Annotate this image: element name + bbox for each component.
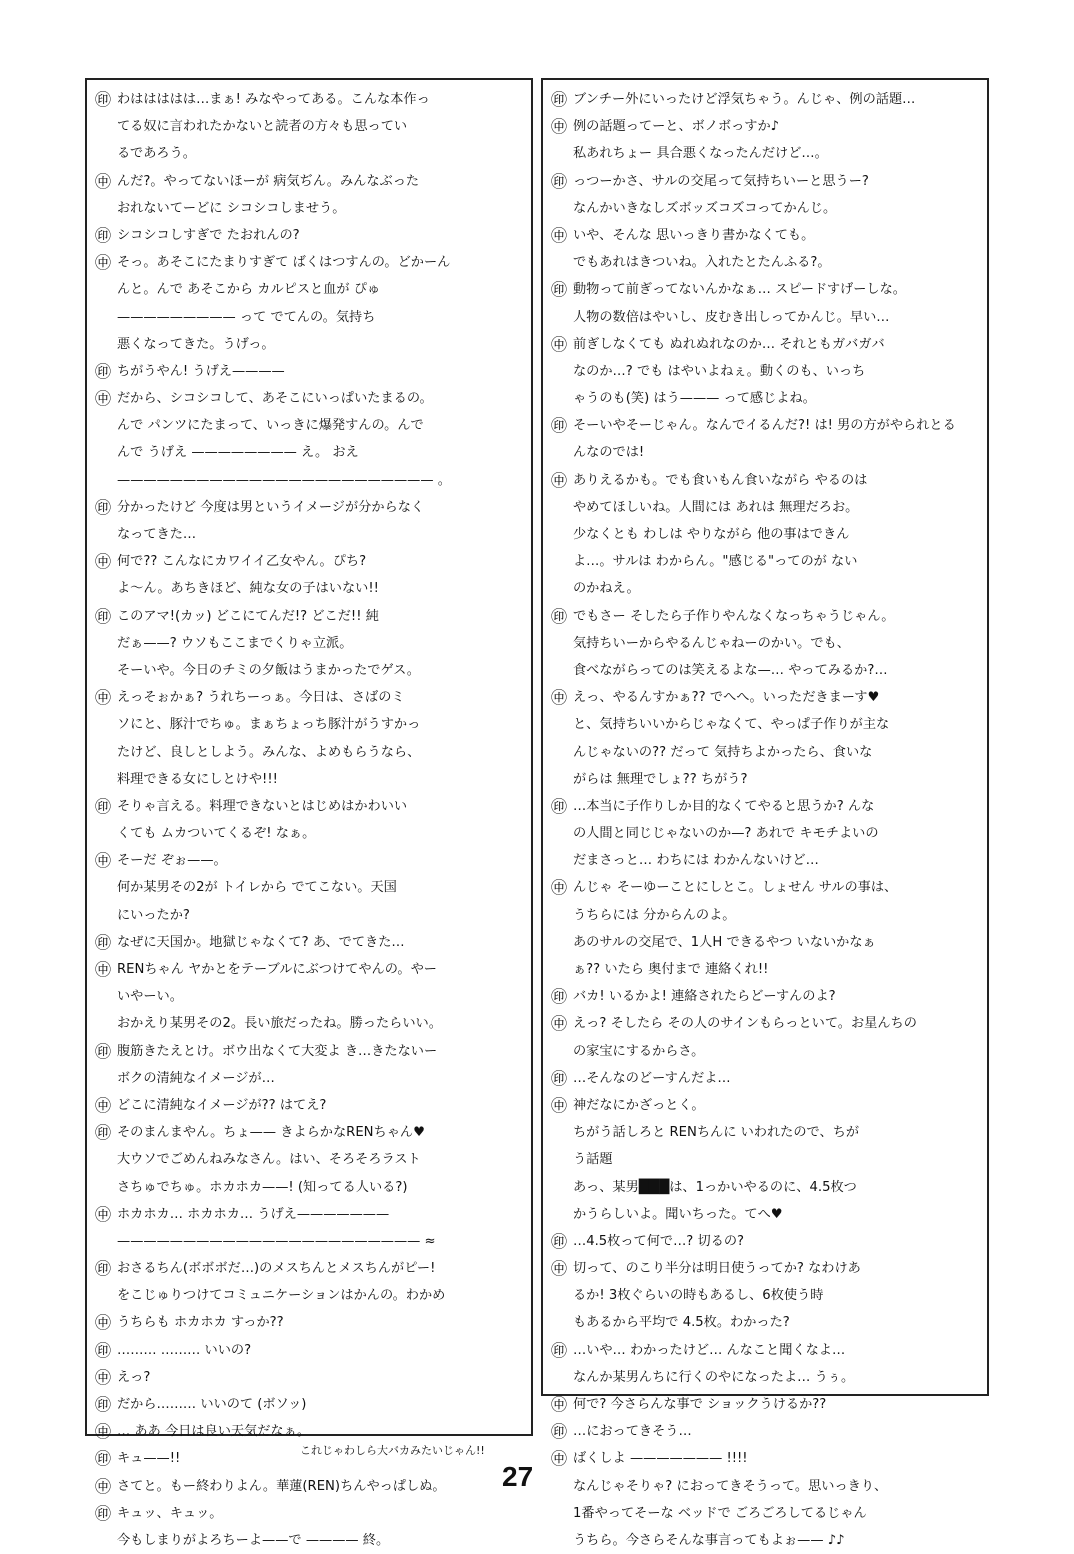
text-line: [95, 766, 523, 793]
text-line: [95, 1201, 523, 1228]
speaker-mark-icon: ㊞: [551, 171, 568, 191]
text-line: [551, 1527, 979, 1554]
text-line: [95, 548, 523, 575]
speaker-mark-icon: ㊞: [551, 987, 568, 1007]
speaker-mark-icon: ㊥: [95, 688, 112, 708]
text-line: [95, 358, 523, 385]
line-text: そりゃ言える。料理できないとはじめはかわいい: [117, 798, 408, 814]
text-line: [95, 1309, 523, 1336]
text-line: [95, 1255, 523, 1282]
speaker-mark-icon: ㊥: [95, 1422, 112, 1442]
line-text: わははははは…まぁ! みなやってある。こんな本作っ: [117, 92, 430, 107]
line-text: うちらには 分からんのよ。: [573, 907, 736, 923]
line-text: 1番やってそーな ベッドで ごろごろしてるじゃん: [573, 1505, 867, 1521]
text-line: [95, 1174, 523, 1201]
text-line: [95, 439, 523, 466]
line-text: …そんなのどーすんだよ…: [573, 1070, 731, 1086]
line-text: 分かったけど 今度は男というイメージが分からなく: [117, 499, 425, 515]
speaker-mark-icon: ㊥: [551, 117, 568, 137]
text-line: [551, 793, 979, 820]
speaker-mark-icon: ㊥: [95, 1204, 112, 1224]
line-text: さちゅでちゅ。ホカホカ——! (知ってる人いる?): [117, 1179, 408, 1195]
line-text: 例の話題ってーと、ボノボっすか♪: [573, 119, 780, 135]
text-line: [95, 1038, 523, 1065]
line-text: 何で?? こんなにカワイイ乙女やん。ぴち?: [117, 554, 367, 570]
line-text: なんじゃそりゃ? におってきそうって。思いっきり、: [573, 1478, 888, 1494]
line-text: そーいや。今日のチミの夕飯はうまかったでゲス。: [117, 662, 420, 678]
speaker-mark-icon: ㊥: [551, 1395, 568, 1414]
speaker-mark-icon: ㊞: [95, 361, 112, 381]
text-line: [95, 385, 523, 412]
text-line: [95, 222, 523, 249]
text-line: [95, 304, 523, 331]
speaker-mark-icon: ㊥: [95, 171, 112, 191]
speaker-mark-icon: ㊥: [95, 851, 112, 871]
line-text: んなのでは!: [573, 445, 645, 461]
text-line: [551, 113, 979, 140]
line-text: と、気持ちいいからじゃなくて、やっぱ子作りが主な: [573, 717, 890, 733]
line-text: 切って、のこり半分は明日使うってか? なわけあ: [573, 1261, 861, 1277]
text-line: [551, 412, 979, 439]
line-text: 私あれちょー 具合悪くなったんだけど…。: [573, 146, 828, 162]
line-text: の家宝にするからさ。: [573, 1043, 705, 1059]
line-text: なぜに天国か。地獄じゃなくて? あ、でてきた…: [117, 934, 405, 950]
text-line: [551, 603, 979, 630]
line-text: んじゃ そーゆーことにしとこ。しょせん サルの事は、: [573, 880, 898, 896]
line-text: をこじゅりつけてコミュニケーションはかんの。わかめ: [117, 1288, 446, 1304]
text-line: [95, 657, 523, 684]
line-text: う話題: [573, 1152, 613, 1168]
text-line: [95, 331, 523, 358]
speaker-mark-icon: ㊥: [95, 960, 112, 979]
text-line: [551, 983, 979, 1010]
line-text: るであろう。: [117, 146, 196, 162]
line-text: …いや… わかったけど… んなこと聞くなよ…: [573, 1342, 846, 1358]
line-text: もあるから平均で 4.5枚。わかった?: [573, 1315, 790, 1331]
text-line: [95, 1146, 523, 1173]
text-line: [95, 630, 523, 657]
speaker-mark-icon: ㊞: [551, 1068, 568, 1088]
text-line: [95, 140, 523, 167]
line-text: バカ! いるかよ! 連絡されたらどーすんのよ?: [573, 989, 836, 1005]
text-line: [551, 711, 979, 738]
text-line: [95, 929, 523, 956]
text-line: [551, 1228, 979, 1255]
line-text: んで パンツにたまって、いっきに爆発すんの。んで: [117, 418, 424, 434]
speaker-mark-icon: ㊥: [551, 1449, 568, 1469]
text-line: [95, 711, 523, 738]
line-text: おかえり某男その2。長い旅だったね。勝ったらいい。: [117, 1016, 442, 1032]
speaker-mark-icon: ㊥: [551, 878, 568, 898]
speaker-mark-icon: ㊥: [551, 1014, 568, 1034]
text-line: [551, 439, 979, 466]
line-text: そのまんまやん。ちょ—— きよらかなRENちゃん♥: [117, 1125, 425, 1141]
speaker-mark-icon: ㊥: [95, 552, 112, 572]
line-text: どこに清純なイメージが?? はてえ?: [117, 1097, 327, 1113]
speaker-mark-icon: ㊞: [551, 606, 568, 626]
line-text: たけど、良しとしよう。みんな、よめもらうなら、: [117, 744, 421, 760]
text-line: [95, 874, 523, 901]
text-line: [551, 1146, 979, 1173]
text-line: [95, 820, 523, 847]
line-text: んで うげえ ———————— え。 おえ: [117, 445, 359, 461]
line-text: んだ?。やってないほーが 病気ぢん。みんなぶった: [117, 173, 420, 189]
speaker-mark-icon: ㊞: [95, 1041, 112, 1061]
line-text: … ああ 今日は良い天気だなぁ。: [117, 1424, 311, 1440]
line-text: 気持ちいーからやるんじゃねーのかい。でも、: [573, 635, 850, 651]
line-text: 少なくとも わしは やりながら 他の事はできん: [573, 527, 850, 542]
speaker-mark-icon: ㊥: [95, 1367, 112, 1387]
line-text: えっ? そしたら その人のサインもらっといて。お星んちの: [573, 1016, 917, 1032]
line-text: シコシコしすぎで たおれんの?: [117, 227, 300, 243]
text-line: [95, 1065, 523, 1092]
text-line: [551, 548, 979, 575]
text-line: [551, 575, 979, 602]
line-text: 悪くなってきた。うげっ。: [117, 336, 275, 352]
text-line: [95, 1010, 523, 1037]
speaker-mark-icon: ㊞: [95, 932, 112, 952]
line-text: キュッ、キュッ。: [117, 1505, 223, 1521]
line-text: そーだ ぞぉ——。: [117, 853, 227, 869]
text-line: [551, 1418, 979, 1445]
line-text: だまさっと… わちには わかんないけど…: [573, 853, 819, 869]
text-line: [95, 412, 523, 439]
text-line: [95, 983, 523, 1010]
line-text: えっ?: [117, 1369, 151, 1385]
text-line: [95, 847, 523, 874]
text-line: [551, 1309, 979, 1336]
line-text: だから……… いいのて (ボソッ): [117, 1397, 307, 1412]
text-line: [95, 113, 523, 140]
line-text: よ〜ん。あちきほど、純な女の子はいない!!: [117, 581, 379, 597]
text-line: [551, 276, 979, 303]
line-text: くても ムカついてくるぞ! なぁ。: [117, 826, 316, 842]
speaker-mark-icon: ㊞: [551, 90, 568, 109]
speaker-mark-icon: ㊥: [551, 334, 568, 354]
line-text: そっ。あそこにたまりすぎて ばくはつすんの。どかーん: [117, 255, 451, 271]
line-text: あっ、某男███は、1っかいやるのに、4.5枚つ: [573, 1179, 857, 1195]
line-text: なってきた…: [117, 527, 197, 542]
text-line: [551, 304, 979, 331]
line-text: 神だなにかざっとく。: [573, 1097, 705, 1113]
line-text: RENちゃん ヤかとをテーブルにぶつけてやんの。やー: [117, 962, 437, 977]
line-text: あのサルの交尾で、1人H できるやつ いないかなぁ: [573, 934, 876, 950]
line-text: …4.5枚って何で…? 切るの?: [573, 1233, 745, 1249]
line-text: ちがう話しろと RENちんに いわれたので、ちが: [573, 1125, 860, 1141]
text-line: [551, 1255, 979, 1282]
text-line: [551, 521, 979, 548]
text-line: [95, 603, 523, 630]
text-line: [95, 739, 523, 766]
line-text: うちらも ホカホカ すっか??: [117, 1315, 284, 1331]
text-line: [551, 684, 979, 711]
speaker-mark-icon: ㊞: [95, 1503, 112, 1523]
text-line: [95, 1418, 523, 1445]
line-text: ありえるかも。でも食いもん食いながら やるのは: [573, 472, 868, 488]
line-text: ボクの清純なイメージが…: [117, 1070, 275, 1086]
text-line: [95, 1500, 523, 1527]
text-line: [95, 494, 523, 521]
speaker-mark-icon: ㊥: [95, 1095, 112, 1115]
text-line: [551, 86, 979, 113]
bottom-handwritten-note: これじゃわしら大バカみたいじゃん!!: [300, 1444, 485, 1457]
text-line: [551, 657, 979, 684]
line-text: 何で? 今さらんな事で ショックうけるか??: [573, 1397, 827, 1412]
text-line: [551, 494, 979, 521]
text-line: [95, 1282, 523, 1309]
text-line: [551, 249, 979, 276]
speaker-mark-icon: ㊞: [95, 796, 112, 816]
text-line: [95, 1337, 523, 1364]
speaker-mark-icon: ㊞: [551, 1340, 568, 1360]
text-line: [95, 902, 523, 929]
text-line: [95, 195, 523, 222]
speaker-mark-icon: ㊥: [551, 470, 568, 490]
line-text: 何か某男その2が トイレから でてこない。天国: [117, 880, 397, 896]
speaker-mark-icon: ㊞: [551, 1231, 568, 1251]
speaker-mark-icon: ㊞: [95, 225, 112, 245]
text-line: [95, 1092, 523, 1119]
text-line: [551, 1337, 979, 1364]
text-line: [551, 168, 979, 195]
line-text: なのか…? でも はやいよねぇ。動くのも、いっち: [573, 363, 866, 379]
text-line: [551, 1364, 979, 1391]
text-line: [551, 358, 979, 385]
line-text: ちがうやん! うげえ————: [117, 363, 285, 379]
text-line: [95, 521, 523, 548]
speaker-mark-icon: ㊞: [95, 606, 112, 626]
text-line: [95, 276, 523, 303]
speaker-mark-icon: ㊥: [95, 1313, 112, 1333]
text-line: [551, 956, 979, 983]
line-text: このアマ!(カッ) どこにてんだ!? どこだ!! 純: [117, 608, 379, 624]
line-text: だから、シコシコして、あそこにいっぱいたまるの。: [117, 391, 433, 407]
text-line: [95, 684, 523, 711]
line-text: ————————— って でてんの。気持ち: [117, 309, 376, 325]
line-text: ———————————————————————— 。: [117, 472, 451, 488]
line-text: なんかいきなしズボッズコズコってかんじ。: [573, 200, 837, 216]
text-line: [551, 874, 979, 901]
speaker-mark-icon: ㊥: [551, 1095, 568, 1115]
speaker-mark-icon: ㊞: [551, 796, 568, 816]
speaker-mark-icon: ㊞: [551, 280, 568, 300]
text-line: [551, 1445, 979, 1472]
line-text: 前ぎしなくても ぬれぬれなのか… それともガバガバ: [573, 336, 885, 352]
line-text: 今もしまりがよろちーよ——で ———— 終。: [117, 1532, 390, 1548]
line-text: そーいやそーじゃん。なんでイるんだ?! は! 男の方がやられとる: [573, 418, 956, 434]
line-text: いやーい。: [117, 989, 183, 1005]
text-line: [95, 1364, 523, 1391]
text-line: [551, 847, 979, 874]
line-text: ——————————————————————— ≈: [117, 1233, 436, 1249]
line-text: やめてほしいね。人間には あれは 無理だろお。: [573, 499, 859, 515]
text-line: [551, 385, 979, 412]
line-text: がらは 無理でしょ?? ちがう?: [573, 771, 748, 787]
line-text: さてと。もー終わりよん。華蓮(REN)ちんやっぱしぬ。: [117, 1478, 446, 1494]
line-text: 人物の数倍はやいし、皮むき出しってかんじ。早い…: [573, 309, 890, 325]
line-text: えっそぉかぁ? うれちーっぁ。今日は、さばのミ: [117, 690, 405, 706]
line-text: 大ウソでごめんねみなさん。はい、そろそろラスト: [117, 1152, 421, 1168]
text-line: [95, 793, 523, 820]
text-line: [95, 249, 523, 276]
text-line: [551, 1473, 979, 1500]
text-line: [551, 140, 979, 167]
text-line: [95, 956, 523, 983]
text-line: [551, 1174, 979, 1201]
speaker-mark-icon: ㊥: [95, 253, 112, 273]
line-text: おれないてーどに シコシコしませう。: [117, 200, 346, 216]
text-line: [95, 1391, 523, 1418]
text-line: [551, 195, 979, 222]
text-line: [551, 1119, 979, 1146]
text-line: [95, 1119, 523, 1146]
text-line: [551, 929, 979, 956]
line-text: …本当に子作りしか目的なくてやると思うか? んな: [573, 798, 875, 814]
text-line: [95, 1228, 523, 1255]
speaker-mark-icon: ㊥: [551, 688, 568, 708]
line-text: ぁ?? いたら 奥付まで 連絡くれ!!: [573, 962, 769, 977]
text-line: [551, 766, 979, 793]
speaker-mark-icon: ㊥: [551, 1259, 568, 1279]
text-line: [551, 1092, 979, 1119]
text-line: [95, 467, 523, 494]
line-text: ソにと、豚汁でちゅ。まぁちょっち豚汁がうすかっ: [117, 717, 421, 733]
line-text: ……… ……… いいの?: [117, 1342, 252, 1358]
text-line: [551, 902, 979, 929]
line-text: いや、そんな 思いっきり書かなくても。: [573, 227, 815, 243]
speaker-mark-icon: ㊞: [95, 1449, 112, 1469]
text-line: [551, 820, 979, 847]
text-line: [95, 168, 523, 195]
text-line: [95, 86, 523, 113]
line-text: だぁ——? ウソもここまでくりゃ立派。: [117, 635, 353, 651]
line-text: ブンチー外にいったけど浮気ちゃう。んじゃ、例の話題…: [573, 92, 916, 107]
speaker-mark-icon: ㊥: [95, 389, 112, 409]
line-text: でもあれはきついね。入れたとたんふる?。: [573, 255, 831, 271]
speaker-mark-icon: ㊞: [95, 1395, 112, 1414]
line-text: 料理できる女にしとけや!!!: [117, 771, 278, 787]
right-text-column: [541, 78, 989, 1548]
text-line: [551, 1391, 979, 1418]
line-text: っつーかさ、サルの交尾って気持ちいーと思うー?: [573, 173, 869, 189]
line-text: かうらしいよ。聞いちった。てへ♥: [573, 1206, 783, 1222]
line-text: でもさー そしたら子作りやんなくなっちゃうじゃん。: [573, 608, 895, 624]
line-text: キュ——!!: [117, 1451, 181, 1467]
text-line: [551, 1010, 979, 1037]
line-text: うちら。今さらそんな事言ってもよぉ—— ♪♪: [573, 1532, 845, 1548]
line-text: なんか某男んちに行くのやになったよ… うぅ。: [573, 1369, 855, 1385]
text-line: [551, 1065, 979, 1092]
text-line: [551, 630, 979, 657]
line-text: えっ、やるんすかぁ?? でへへ。いっただきまーす♥: [573, 690, 880, 706]
speaker-mark-icon: ㊥: [551, 225, 568, 245]
text-line: [551, 739, 979, 766]
line-text: ばくしよ ——————— !!!!: [573, 1451, 748, 1467]
text-line: [551, 1201, 979, 1228]
speaker-mark-icon: ㊞: [95, 1340, 112, 1360]
speaker-mark-icon: ㊞: [95, 1259, 112, 1279]
speaker-mark-icon: ㊞: [95, 1123, 112, 1143]
line-text: るか! 3枚ぐらいの時もあるし、6枚使う時: [573, 1288, 824, 1304]
line-text: …におってきそう…: [573, 1424, 692, 1440]
speaker-mark-icon: ㊥: [95, 1476, 112, 1496]
speaker-mark-icon: ㊞: [551, 416, 568, 436]
line-text: にいったか?: [117, 907, 190, 923]
text-line: [551, 467, 979, 494]
text-line: [95, 1473, 523, 1500]
line-text: よ…。サルは わからん。"感じる"ってのが ない: [573, 554, 858, 570]
text-line: [551, 1282, 979, 1309]
line-text: 腹筋きたえとけ。ボウ出なくて大変よ き…きたないー: [117, 1043, 438, 1059]
line-text: てる奴に言われたかないと読者の方々も思ってい: [117, 119, 408, 135]
text-line: [95, 1527, 523, 1554]
line-text: 食べながらってのは笑えるよな—… やってみるか?…: [573, 662, 888, 678]
text-line: [551, 222, 979, 249]
text-line: [551, 1038, 979, 1065]
speaker-mark-icon: ㊞: [95, 497, 112, 517]
line-text: んじゃないの?? だって 気持ちよかったら、食いな: [573, 744, 873, 760]
line-text: のかねえ。: [573, 581, 640, 597]
speaker-mark-icon: ㊞: [551, 1422, 568, 1442]
text-line: [551, 331, 979, 358]
text-line: [95, 575, 523, 602]
line-text: 動物って前ぎってないんかなぁ… スピードすげーしな。: [573, 282, 906, 298]
line-text: ゃうのも(笑) はう——— って感じよね。: [573, 391, 816, 407]
speaker-mark-icon: ㊞: [95, 90, 112, 109]
line-text: の人間と同じじゃないのか—? あれで キモチよいの: [573, 826, 879, 842]
line-text: おさるちん(ボボボだ…)のメスちんとメスちんがピー!: [117, 1261, 436, 1277]
page-number: 27: [502, 1461, 534, 1492]
text-line: [551, 1500, 979, 1527]
line-text: ホカホカ… ホカホカ… うげえ———————: [117, 1206, 390, 1222]
line-text: んと。んで あそこから カルピスと血が ぴゅ: [117, 282, 381, 298]
